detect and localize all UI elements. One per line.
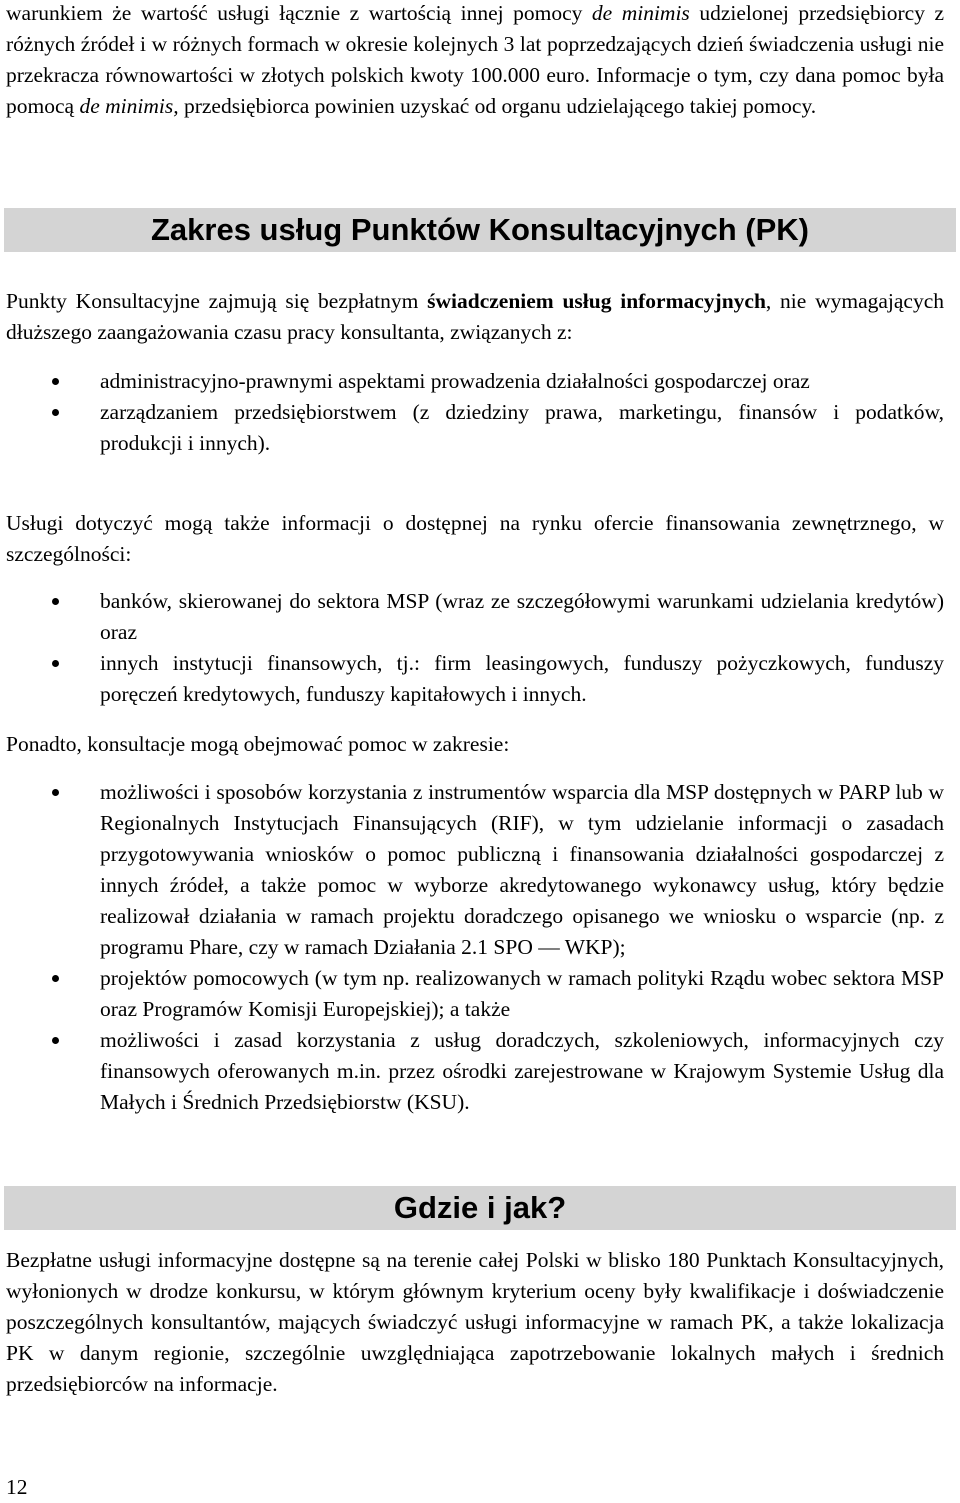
bullet-list-1 <box>0 366 944 459</box>
list-item-text: zarządzaniem przedsiębiorstwem (z dziedziny prawa, marketingu, finansów i podatków, produkcji i innych). <box>100 400 944 455</box>
section-heading-gdzie <box>4 1186 956 1230</box>
intro-italic: de minimis, <box>79 94 179 118</box>
bullet-icon <box>52 789 59 796</box>
list-item-text: możliwości i sposobów korzystania z instrumentów wsparcia dla MSP dostępnych w PARP lub w Regionalnych Instytucjach Finansujących (RIF), w tym udzielanie informacji o zasadach przygotowywania wniosków o pomoc publiczną i finansowania działalności gospodarczej z innych źródeł, a także pomoc w wyborze akredytowanego wykonawcy usług, który będzie realizował działania w ramach projektu doradczego opisanego we wniosku o wsparcie (np. z programu Phare, czy w ramach Działania 2.1 SPO — WKP); <box>100 780 944 959</box>
intro-paragraph <box>6 0 944 122</box>
paragraph-text: Punkty Konsultacyjne zajmują się bezpłatnym <box>6 289 428 313</box>
zakres-paragraph-2: Usługi dotyczyć mogą także informacji o dostępnej na rynku ofercie finansowania zewnętrznego, w szczególności: <box>6 511 944 566</box>
intro-italic: de minimis <box>591 1 690 25</box>
bullet-icon <box>52 975 59 982</box>
bullet-list-3 <box>0 777 944 1118</box>
list-item <box>0 777 944 963</box>
bullet-icon <box>52 378 59 385</box>
list-item <box>0 963 944 1025</box>
zakres-paragraph-3: Ponadto, konsultacje mogą obejmować pomoc w zakresie: <box>6 732 510 756</box>
list-item <box>0 586 944 648</box>
paragraph-bold: świadczeniem usług informacyjnych <box>427 289 766 313</box>
zakres-paragraph-1 <box>6 286 944 348</box>
intro-text: warunkiem że wartość usługi łącznie z wartością innej pomocy <box>6 1 592 25</box>
section-heading-zakres <box>4 208 956 252</box>
intro-text: przedsiębiorca powinien uzyskać od organu udzielającego takiej pomocy. <box>178 94 817 118</box>
list-item-text: administracyjno-prawnymi aspektami prowadzenia działalności gospodarczej oraz <box>100 369 810 393</box>
list-item-text: możliwości i zasad korzystania z usług doradczych, szkoleniowych, informacyjnych czy finansowych oferowanych m.in. przez ośrodki zarejestrowane w Krajowym Systemie Usług dla Małych i Średnich Przedsiębiorstw (KSU). <box>100 1028 944 1114</box>
list-item <box>0 1025 944 1118</box>
bullet-icon <box>52 660 59 667</box>
list-item <box>0 366 944 397</box>
bullet-icon <box>52 598 59 605</box>
paragraph-text: , nie wymagających dłuższego zaangażowania czasu pracy konsultanta, związanych z: <box>6 289 945 344</box>
page-number: 12 <box>6 1475 28 1499</box>
section-heading-text: Zakres usług Punktów Konsultacyjnych (PK) <box>150 212 809 247</box>
bullet-list-2 <box>0 586 944 710</box>
intro-text: udzielonej przedsiębiorcy z różnych źródeł i w różnych formach w okresie kolejnych 3 lat poprzedzających dzień świadczenia usługi nie przekracza równowartości w złotych polskich kwoty 100.000 euro. Informacje o tym, czy dana pomoc była pomocą <box>6 1 944 118</box>
gdzie-paragraph: Bezpłatne usługi informacyjne dostępne są na terenie całej Polski w blisko 180 Punktach Konsultacyjnych, wyłonionych w drodze konkursu, w którym głównym kryterium oceny były kwalifikacje i doświadczenie poszczególnych konsultantów, mających świadczyć usługi informacyjne w ramach PK, a także lokalizacja PK w danym regionie, szczególnie uwzględniająca zapotrzebowanie lokalnych małych i średnich przedsiębiorców na informacje. <box>6 1248 944 1396</box>
list-item-text: projektów pomocowych (w tym np. realizowanych w ramach polityki Rządu wobec sektora MSP oraz Programów Komisji Europejskiej); a także <box>100 966 944 1021</box>
list-item-text: banków, skierowanej do sektora MSP (wraz ze szczegółowymi warunkami udzielania kredytów) oraz <box>100 589 944 644</box>
list-item-text: innych instytucji finansowych, tj.: firm leasingowych, funduszy pożyczkowych, funduszy poręczeń kredytowych, funduszy kapitałowych i innych. <box>100 651 944 706</box>
list-item <box>0 648 944 710</box>
section-heading-text: Gdzie i jak? <box>393 1190 567 1225</box>
bullet-icon <box>52 1037 59 1044</box>
bullet-icon <box>52 409 59 416</box>
list-item <box>0 397 944 459</box>
